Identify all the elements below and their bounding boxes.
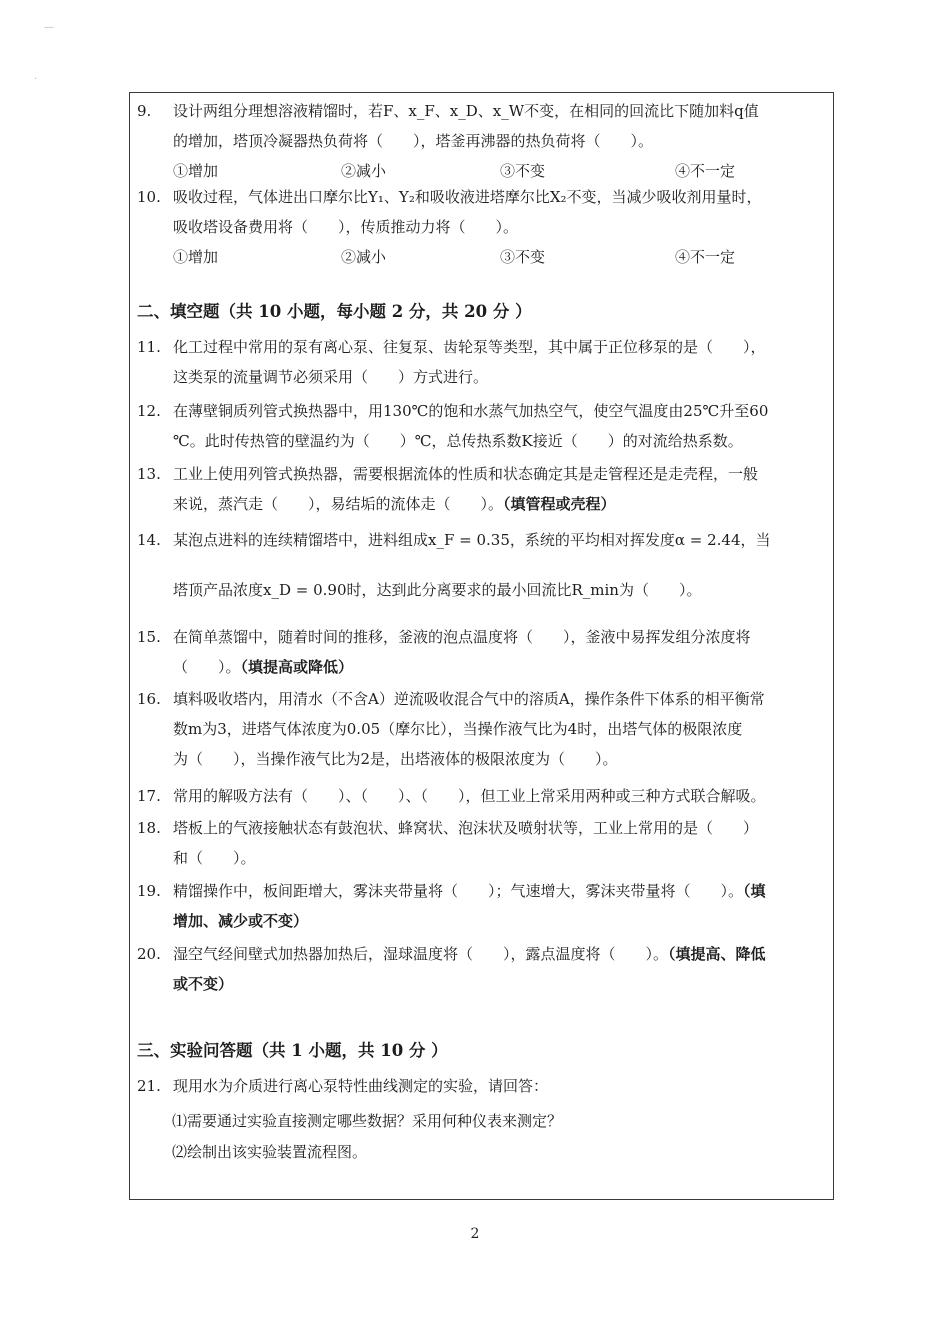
question-number: 10.: [137, 188, 161, 206]
question-19: [137, 876, 830, 936]
question-number: 19.: [137, 882, 161, 900]
question-9: [137, 96, 830, 186]
option-4: ④不一定: [675, 248, 736, 266]
sub-question-1: ⑴需要通过实验直接测定哪些数据？采用何种仪表来测定？: [172, 1112, 563, 1130]
sub-question-2: ⑵绘制出该实验装置流程图。: [172, 1143, 368, 1161]
question-text: 在薄壁铜质列管式换热器中，用130℃的饱和水蒸气加热空气，使空气温度由25℃升至60: [173, 402, 769, 420]
question-17: [137, 781, 830, 811]
question-text: 为（ ），当操作液气比为2是，出塔液体的极限浓度为（ ）。: [173, 750, 618, 768]
question-text: 和（ ）。: [173, 849, 256, 867]
question-12: [137, 396, 830, 456]
question-text: 塔板上的气液接触状态有鼓泡状、蜂窝状、泡沫状及喷射状等，工业上常用的是（ ）: [173, 819, 759, 837]
question-10: [137, 182, 830, 272]
question-text: 某泡点进料的连续精馏塔中，进料组成x_F = 0.35，系统的平均相对挥发度α = 2.44，当: [173, 531, 771, 549]
question-text: ℃。此时传热管的壁温约为（ ）℃，总传热系数K接近（ ）的对流给热系数。: [173, 432, 743, 450]
hint-text: （填提高、降低: [668, 945, 766, 963]
question-text: 现用水为介质进行离心泵特性曲线测定的实验，请回答：: [173, 1077, 549, 1095]
question-number: 18.: [137, 819, 161, 837]
question-text: 填料吸收塔内，用清水（不含A）逆流吸收混合气中的溶质A，操作条件下体系的相平衡常: [173, 690, 765, 708]
question-14: [137, 525, 830, 605]
question-number: 13.: [137, 465, 161, 483]
question-number: 20.: [137, 945, 161, 963]
question-number: 16.: [137, 690, 161, 708]
question-text: （ ）。: [173, 658, 241, 676]
question-text: 这类泵的流量调节必须采用（ ）方式进行。: [173, 368, 489, 386]
question-text: 来说，蒸汽走（ ），易结垢的流体走（ ）。: [173, 495, 504, 513]
option-1: ①增加: [173, 248, 219, 266]
scan-mark-2: ·: [34, 74, 38, 85]
question-text: 湿空气经间壁式加热器加热后，湿球温度将（ ），露点温度将（ ）。: [173, 945, 669, 963]
question-text: 塔顶产品浓度x_D = 0.90时，达到此分离要求的最小回流比R_min为（ ）。: [173, 581, 702, 599]
question-11: [137, 332, 830, 392]
hint-text: （填管程或壳程）: [503, 495, 616, 513]
option-1: ①增加: [173, 162, 219, 180]
scan-mark-1: —: [44, 22, 54, 33]
question-text: 工业上使用列管式换热器，需要根据流体的性质和状态确定其是走管程还是走壳程，一般: [173, 465, 759, 483]
question-text: 精馏操作中，板间距增大，雾沫夹带量将（ ）；气速增大，雾沫夹带量将（ ）。: [173, 882, 744, 900]
page-number: 2: [470, 1226, 480, 1242]
question-18: [137, 813, 830, 873]
option-row: [173, 242, 830, 272]
question-16: [137, 684, 830, 774]
question-number: 11.: [137, 338, 161, 356]
question-text: 吸收塔设备费用将（ ），传质推动力将（ ）。: [173, 218, 519, 236]
question-text: 数m为3，进塔气体浓度为0.05（摩尔比），当操作液气比为4时，出塔气体的极限浓度: [173, 720, 743, 738]
question-text: 化工过程中常用的泵有离心泵、往复泵、齿轮泵等类型，其中属于正位移泵的是（ ），: [173, 338, 766, 356]
question-20: [137, 939, 830, 999]
question-number: 21.: [137, 1077, 161, 1095]
question-text: 的增加，塔顶冷凝器热负荷将（ ），塔釜再沸器的热负荷将（ ）。: [173, 132, 654, 150]
section-title: 二、填空题（共 10 小题，每小题 2 分，共 20 分 ）: [137, 302, 532, 321]
question-text: 吸收过程，气体进出口摩尔比Y₁、Y₂和吸收液进塔摩尔比X₂不变，当减少吸收剂用量时，: [173, 188, 762, 206]
question-13: [137, 459, 830, 519]
question-number: 12.: [137, 402, 161, 420]
option-4: ④不一定: [675, 162, 736, 180]
option-2: ②减小: [341, 248, 387, 266]
question-text: 常用的解吸方法有（ ）、（ ）、（ ），但工业上常采用两种或三种方式联合解吸。: [173, 787, 766, 805]
option-3: ③不变: [500, 162, 546, 180]
question-15: [137, 622, 830, 682]
hint-text: 增加、减少或不变）: [173, 912, 309, 930]
question-21: [137, 1071, 830, 1101]
hint-text: 或不变）: [173, 975, 234, 993]
question-number: 15.: [137, 628, 161, 646]
hint-text: （填提高或降低）: [240, 658, 354, 676]
question-number: 17.: [137, 787, 161, 805]
question-text: 在简单蒸馏中，随着时间的推移，釜液的泡点温度将（ ），釜液中易挥发组分浓度将: [173, 628, 751, 646]
hint-text: （填: [743, 882, 766, 900]
option-3: ③不变: [500, 248, 546, 266]
option-2: ②减小: [341, 162, 387, 180]
section-title: 三、实验问答题（共 1 小题，共 10 分 ）: [137, 1041, 448, 1060]
question-text: 设计两组分理想溶液精馏时，若F、x_F、x_D、x_W不变，在相同的回流比下随加料q值: [173, 102, 759, 120]
question-number: 14.: [137, 531, 161, 549]
question-number: 9.: [137, 102, 152, 120]
